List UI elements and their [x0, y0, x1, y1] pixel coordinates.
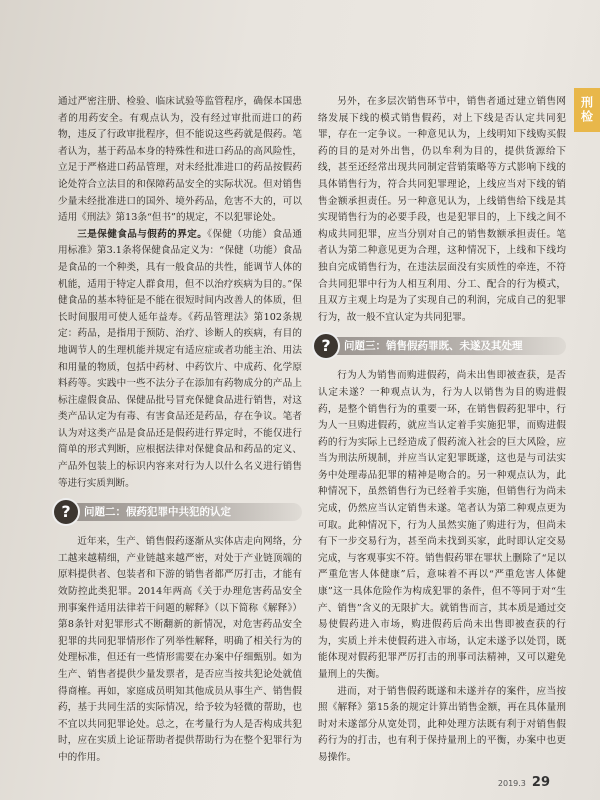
right-column	[318, 94, 566, 767]
section-heading-2	[54, 500, 302, 524]
question-mark-icon: ?	[54, 500, 78, 524]
paragraph-multilevel-sales: 另外，在多层次销售环节中，销售者通过建立销售网络发展下线的模式销售假药，对上下线是否认定共同犯罪，存在一定争议。一种意见认为，上线明知下线购买假药的目的是对外出售，仍以牟利为目的，提供货源给下线，甚至还经常出现共同制定营销策略等方式影响下线的具体销售行为，符合共同犯罪理论，上线应当对下线的销售金额承担责任。另一种意见认为，上线销售给下线是其实现销售行为的必要手段，也是犯罪目的，上下线之间不构成共同犯罪，应当分别对自己的销售数额承担责任。笔者认为第二种意见更为合理，这种情况下，上线和下线均独自完成销售行为，在违法层面没有实质性的牵连，不符合共同犯罪中行为人相互利用、分工、配合的行为模式，且双方主观上均是为了实现自己的利润，完成自己的犯罪行为，故一般不宜认定为共同犯罪。	[318, 96, 566, 323]
section-title: 问题二：假药犯罪中共犯的认定	[72, 503, 302, 521]
section-title: 问题三：销售假药罪既、未遂及其处理	[332, 337, 566, 355]
left-column	[58, 94, 302, 767]
paragraph-accomplice: 近年来，生产、销售假药逐渐从实体店走向网络，分工越来越精细，产业链越来越严密，对处于产业链顶端的原料提供者、包装者和下游的销售者都严厉打击，才能有效防控此类犯罪。2014年两高《关于办理危害药品安全刑事案件适用法律若干问题的解释》（以下简称《解释》）第8条针对犯罪形式不断翻新的新情况，对危害药品安全犯罪的共同犯罪情形作了列举性解释，明确了相关行为的处理标准，但还有一些情形需要在办案中仔细甄别。如为生产、销售者提供少量发票者，是否应当按共犯论处就值得商榷。再如，家庭成员明知其他成员从事生产、销售假药，基于共同生活的实际情况，给予较为轻微的帮助，也不宜以共同犯罪论处。总之，在考量行为人是否构成共犯时，应在实质上论证帮助者提供帮助行为在整个犯罪行为中的作用。	[58, 536, 302, 763]
section-heading-3	[314, 334, 566, 358]
paragraph-body: 《保健（功能）食品通用标准》第3.1条将保健食品定义为：“保健（功能）食品是食品的一个种类，具有一般食品的共性，能调节人体的机能，适用于特定人群食用，但不以治疗疾病为目的。”保健食品的基本特征是不能在很短时间内改善人的体质，但长时间服用可使人延年益寿。《药品管理法》第102条规定：药品，是指用于预防、治疗、诊断人的疾病，有目的地调节人的生理机能并规定有适应症或者功能主治、用法和用量的物质，包括中药材、中药饮片、中成药、化学原料药等。实践中一些不法分子在添加有药物成分的产品上标注虚假食品、保健品批号冒充保健食品进行销售，对这类产品认定为有毒、有害食品还是药品，存在争议。笔者认为对这类产品是食品还是假药进行界定时，不能仅进行简单的形式判断，应根据法律对保健食品和药品的定义、产品外包装上的标识内容来对行为人以什么名义进行销售等进行实质判断。	[58, 228, 303, 489]
paragraph-continued: 通过严密注册、检验、临床试验等监管程序，确保本国患者的用药安全。有观点认为，没有经过审批而进口的药物，违反了行政审批程序，但不能说这些药就是假药。笔者认为，基于药品本身的特殊性和进口药品的高风险性，立足于严格进口药品管理，对未经批准进口的药品按假药论处符合立法目的和保障药品安全的实际状况。但对销售少量未经批准进口的国外、境外药品，危害不大的，可以适用《刑法》第13条“但书”的规定，不以犯罪论处。	[58, 96, 302, 224]
issue-date: 2019.3	[497, 779, 526, 788]
question-mark-icon: ?	[314, 334, 338, 358]
page-number: 29	[531, 775, 550, 790]
paragraph-attempt: 行为人为销售而购进假药，尚未出售即被查获，是否认定未遂？一种观点认为，行为人以销售为目的购进假药，是整个销售行为的重要一环，在销售假药犯罪中，行为人一旦购进假药，就应当认定着手实施犯罪，而购进假药的行为实际上已经造成了假药流入社会的巨大风险，应当为刑法所规制，并应当认定犯罪既遂，这也是与司法实务中处理毒品犯罪的精神是吻合的。另一种观点认为，此种情况下，虽然销售行为已经着手实施，但销售行为尚未完成，仍然应当认定销售未遂。笔者认为第二种观点更为可取。此种情况下，行为人虽然实施了购进行为，但尚未有下一步交易行为，甚至尚未找到买家，此时即认定交易完成，与客观事实不符。销售假药罪在罪状上删除了“足以严重危害人体健康”后，意味着不再以“严重危害人体健康”这一具体危险作为构成犯罪的条件，但不等同于对“生产、销售”含义的无限扩大。就销售而言，其本质是通过交易使假药进入市场，购进假药后尚未出售即被查获的行为，实质上并未使假药进入市场，认定未遂予以处罚，既能体现对假药犯罪严厉打击的刑事司法精神，又可以避免量刑上的失衡。	[318, 370, 566, 680]
paragraph-lead: 三是保健食品与假药的界定。	[77, 228, 208, 240]
section-tab: 刑检	[574, 88, 600, 132]
paragraph-health-food	[58, 227, 302, 493]
page-footer	[498, 775, 550, 790]
paragraph-conclusion: 进而，对于销售假药既遂和未遂并存的案件，应当按照《解释》第15条的规定计算出销售金额，再在具体量刑时对未遂部分从宽处罚，此种处理方法既有利于对销售假药行为的打击，也有利于保持量刑上的平衡，办案中也更易操作。	[318, 685, 566, 763]
